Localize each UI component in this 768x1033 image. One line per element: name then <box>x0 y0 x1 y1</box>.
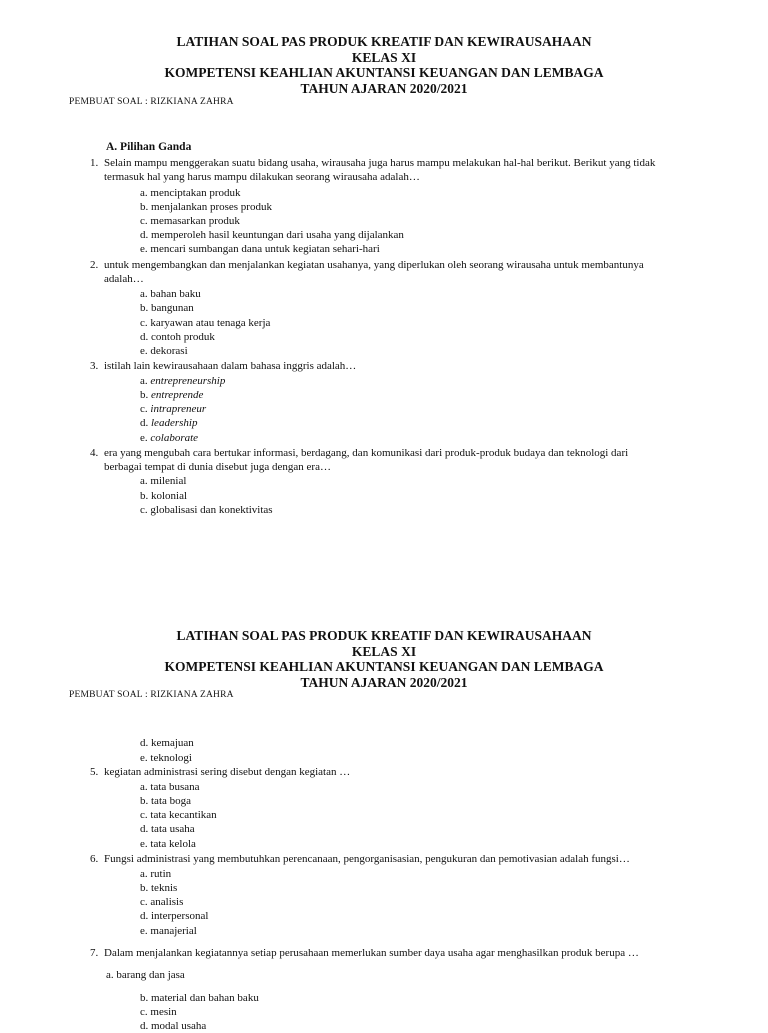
question-number: 3. <box>90 360 99 372</box>
page1-header <box>0 34 768 96</box>
question-7 <box>90 946 639 961</box>
question-4 <box>90 446 698 461</box>
option <box>140 374 225 388</box>
option: c. tata kecantikan <box>140 809 217 821</box>
question-3 <box>90 359 357 374</box>
question-number: 2. <box>90 259 99 271</box>
question-number: 5. <box>90 766 99 778</box>
option-text: entreprende <box>151 389 204 401</box>
option: a. barang dan jasa <box>106 969 185 981</box>
option-letter: b. <box>140 389 149 401</box>
option: d. modal usaha <box>140 1020 207 1032</box>
option <box>140 416 197 430</box>
option: c. karyawan atau tenaga kerja <box>140 317 271 329</box>
option-text: intrapreneur <box>150 403 207 415</box>
page2-header <box>0 628 768 690</box>
option: a. tata busana <box>140 781 200 793</box>
option: d. interpersonal <box>140 910 209 922</box>
option: e. dekorasi <box>140 345 188 357</box>
option-letter: a. <box>140 375 148 387</box>
question-text: Selain mampu menggerakan suatu bidang usaha, wirausaha juga harus mampu melakukan hal-hal berikut. Berikut yang tidak <box>104 157 656 169</box>
option: a. rutin <box>140 868 172 880</box>
question-number: 7. <box>90 947 99 959</box>
question-number: 4. <box>90 447 99 459</box>
doc-year: TAHUN AJARAN 2020/2021 <box>300 80 468 96</box>
question-text: kegiatan administrasi sering disebut dengan kegiatan … <box>104 766 351 778</box>
option: e. manajerial <box>140 925 197 937</box>
question-text: untuk mengembangkan dan menjalankan kegiatan usahanya, yang diperlukan oleh seorang wirausaha untuk membantunya <box>104 259 644 271</box>
option: c. memasarkan produk <box>140 215 240 227</box>
option: c. analisis <box>140 896 184 908</box>
doc-author: PEMBUAT SOAL : RIZKIANA ZAHRA <box>69 97 234 107</box>
option: e. mencari sumbangan dana untuk kegiatan sehari-hari <box>140 243 380 255</box>
option-letter: e. <box>140 432 148 444</box>
question-1-cont: termasuk hal yang harus mampu dilakukan seorang wirausaha adalah… <box>104 171 420 183</box>
option <box>140 402 206 416</box>
doc-class: KELAS XI <box>351 49 417 65</box>
question-text: istilah lain kewirausahaan dalam bahasa inggris adalah… <box>104 360 357 372</box>
option-text: entrepreneurship <box>150 375 226 387</box>
question-number: 6. <box>90 853 99 865</box>
doc-competency: KOMPETENSI KEAHLIAN AKUNTANSI KEUANGAN DAN LEMBAGA <box>164 659 604 674</box>
option: d. memperoleh hasil keuntungan dari usaha yang dijalankan <box>140 229 404 241</box>
option: e. tata kelola <box>140 838 196 850</box>
option: c. mesin <box>140 1006 177 1018</box>
option-letter: d. <box>140 417 149 429</box>
option <box>140 388 203 402</box>
option: b. material dan bahan baku <box>140 992 259 1004</box>
option: a. milenial <box>140 475 187 487</box>
option: e. teknologi <box>140 752 192 764</box>
doc-title: LATIHAN SOAL PAS PRODUK KREATIF DAN KEWIRAUSAHAAN <box>176 34 592 49</box>
question-number: 1. <box>90 157 99 169</box>
option-text: colaborate <box>150 432 199 444</box>
question-text: Dalam menjalankan kegiatannya setiap perusahaan memerlukan sumber daya usaha agar menghasilkan produk berupa … <box>104 947 639 959</box>
option: a. menciptakan produk <box>140 187 241 199</box>
doc-author: PEMBUAT SOAL : RIZKIANA ZAHRA <box>69 690 234 700</box>
option: b. tata boga <box>140 795 192 807</box>
doc-class: KELAS XI <box>351 643 417 659</box>
question-text: era yang mengubah cara bertukar informasi, berdagang, dan komunikasi dari produk-produk budaya dan teknologi dari <box>104 447 629 459</box>
doc-year: TAHUN AJARAN 2020/2021 <box>300 674 468 690</box>
option: c. globalisasi dan konektivitas <box>140 504 273 516</box>
option: d. kemajuan <box>140 737 194 749</box>
option: a. bahan baku <box>140 288 201 300</box>
section-title: A. Pilihan Ganda <box>106 141 192 153</box>
doc-competency: KOMPETENSI KEAHLIAN AKUNTANSI KEUANGAN DAN LEMBAGA <box>164 65 604 80</box>
option: b. bangunan <box>140 302 194 314</box>
option: d. contoh produk <box>140 331 215 343</box>
question-4-cont: berbagai tempat di dunia disebut juga dengan era… <box>104 461 331 473</box>
doc-title: LATIHAN SOAL PAS PRODUK KREATIF DAN KEWIRAUSAHAAN <box>176 628 592 643</box>
question-text: Fungsi administrasi yang membutuhkan perencanaan, pengorganisasian, pengukuran dan pemotivasian adalah fungsi… <box>104 853 630 865</box>
question-6 <box>90 852 630 867</box>
option <box>140 431 198 445</box>
option: d. tata usaha <box>140 823 195 835</box>
option-letter: c. <box>140 403 148 415</box>
question-2-cont: adalah… <box>104 273 144 285</box>
question-2 <box>90 258 698 273</box>
option: b. teknis <box>140 882 178 894</box>
option: b. kolonial <box>140 490 188 502</box>
option-text: leadership <box>151 417 198 429</box>
question-5 <box>90 765 351 780</box>
option: b. menjalankan proses produk <box>140 201 272 213</box>
question-1 <box>90 156 698 171</box>
